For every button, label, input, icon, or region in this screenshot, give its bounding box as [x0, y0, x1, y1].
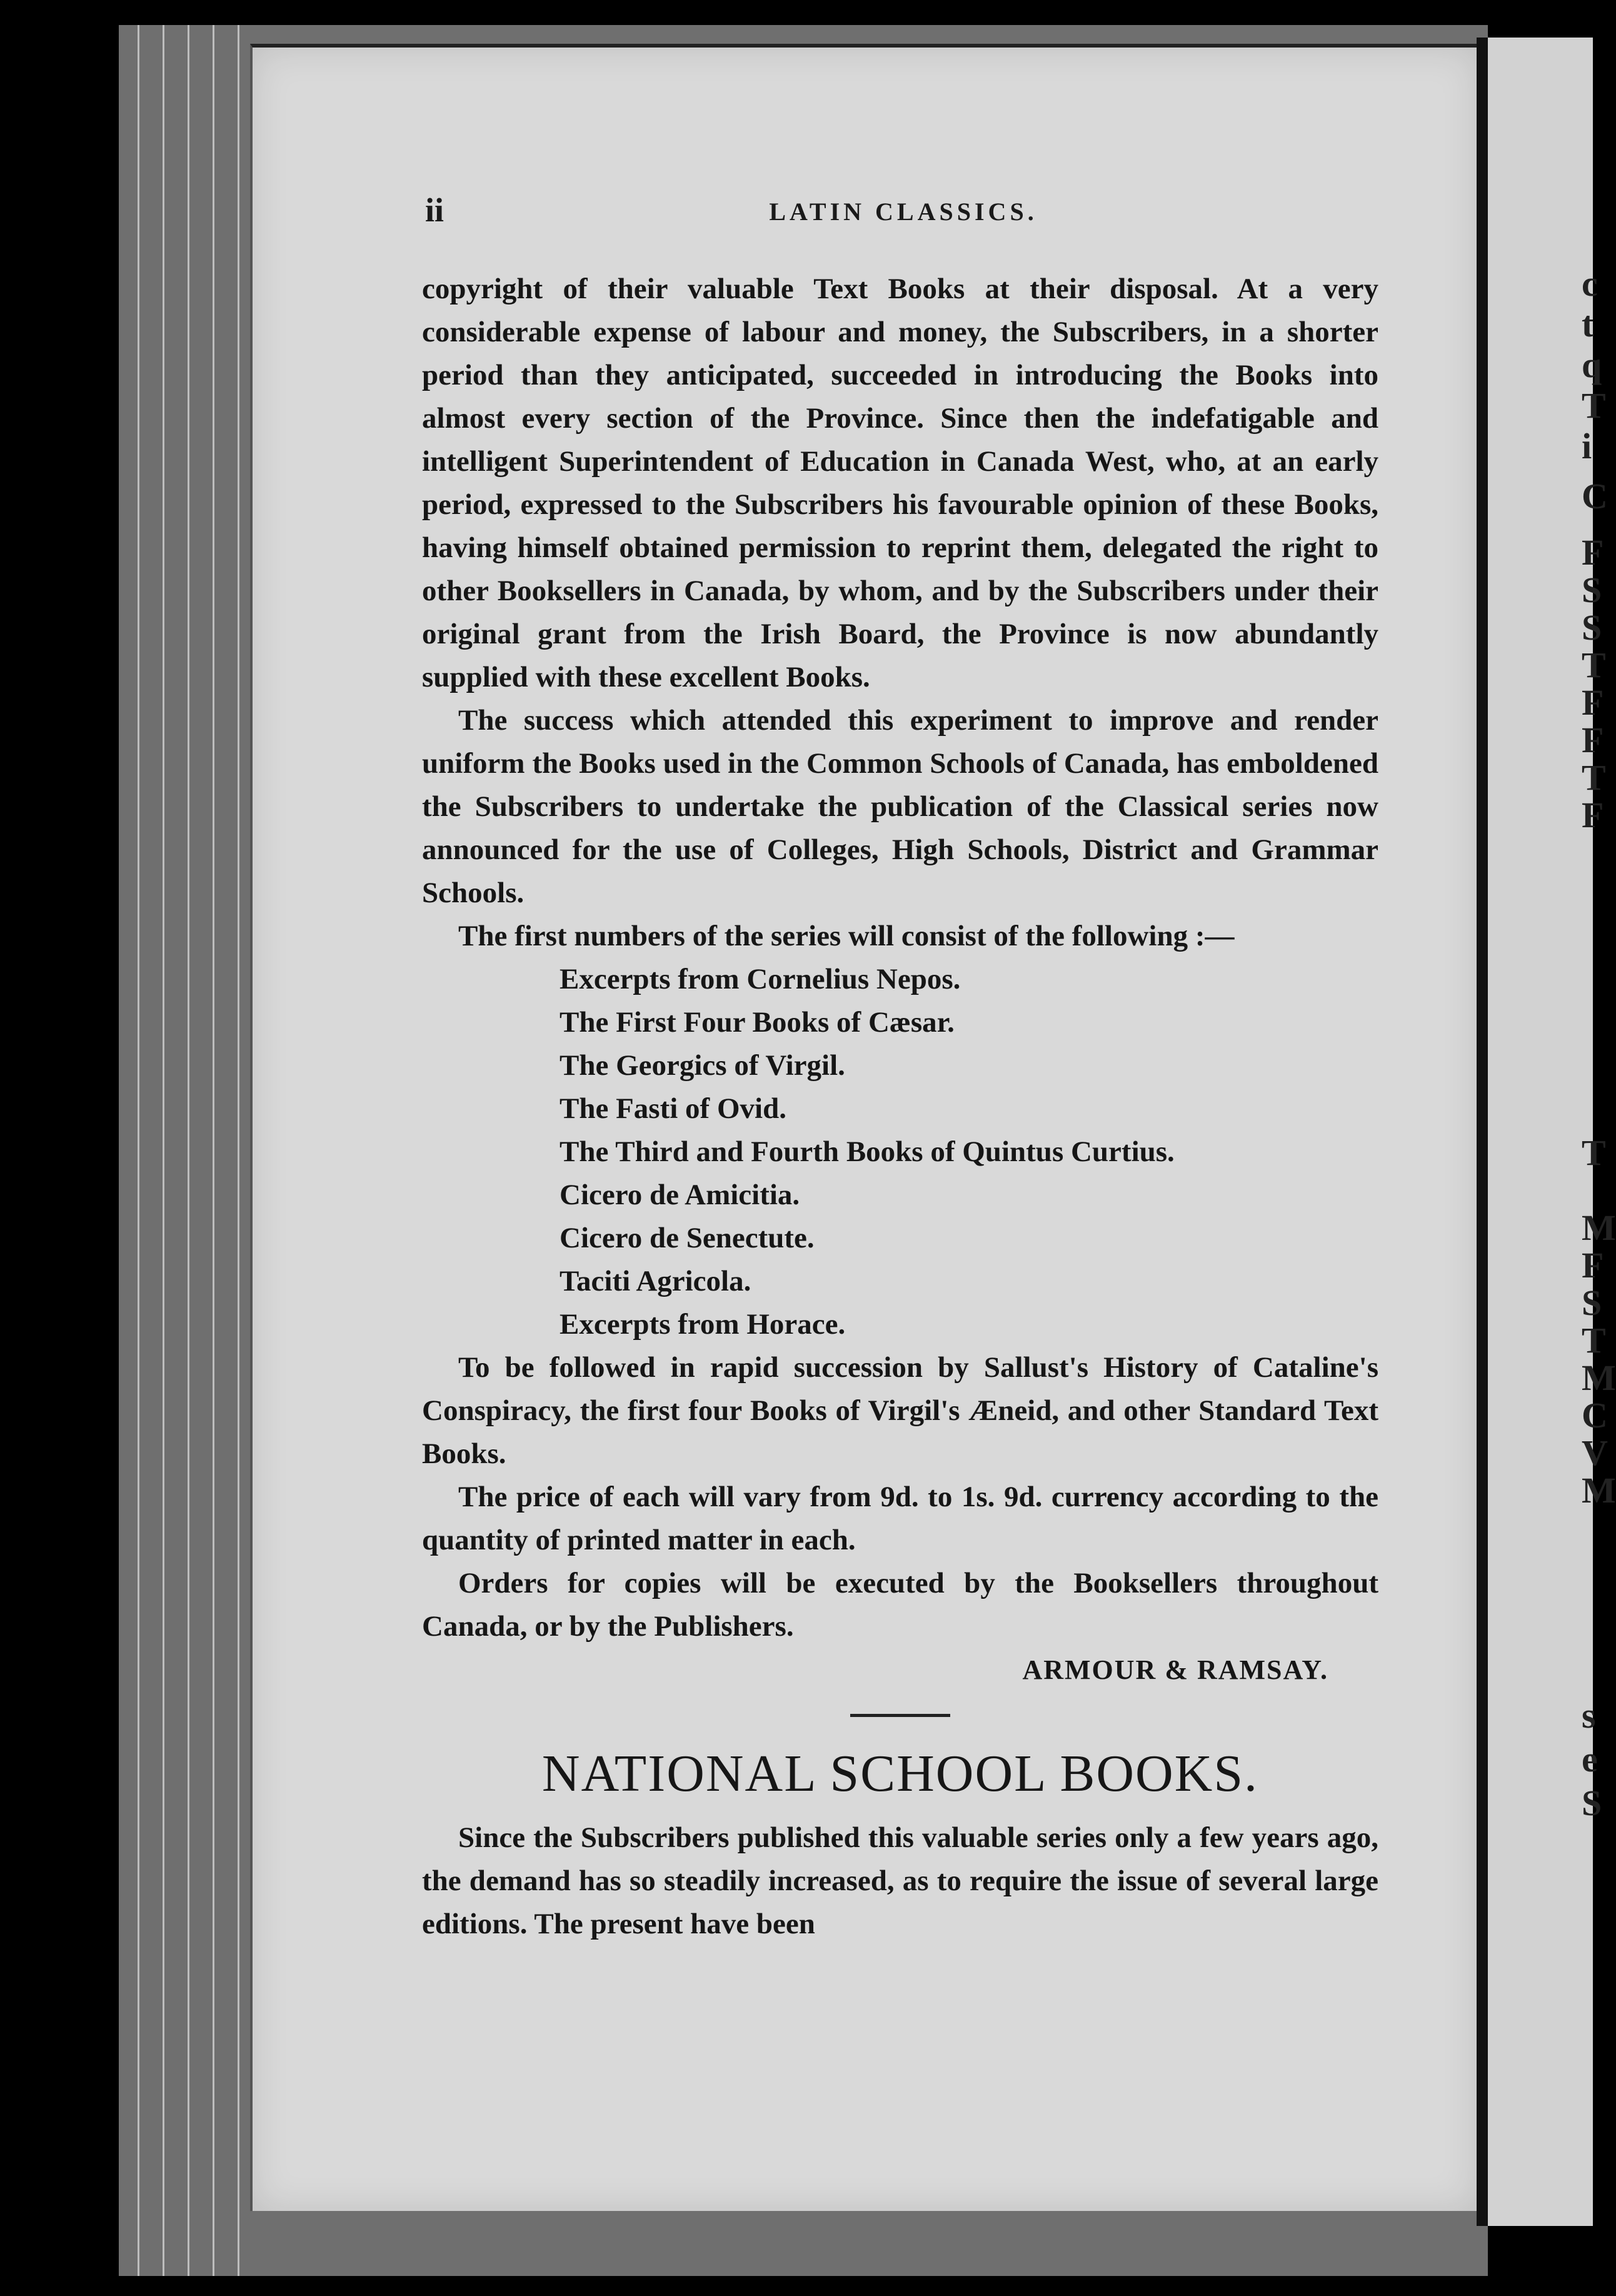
page-edge — [188, 25, 189, 2276]
page-number: ii — [425, 191, 444, 229]
adjacent-letter: q — [1582, 345, 1602, 385]
list-item: The Third and Fourth Books of Quintus Curtius. — [560, 1135, 1175, 1168]
running-head — [425, 191, 1382, 234]
section-divider — [850, 1714, 950, 1717]
list-item: Cicero de Amicitia. — [560, 1179, 800, 1211]
list-item: The Fasti of Ovid. — [560, 1092, 786, 1125]
body-paragraph: The price of each will vary from 9d. to 1s. 9d. currency according to the quantity of printed matter in each. — [422, 1481, 1378, 1556]
list-item: Excerpts from Horace. — [560, 1308, 846, 1341]
body-paragraph: copyright of their valuable Text Books at their disposal. At a very considerable expense of labour and money, the Subscribers, in a shorter period than they anticipated, succeeded in introducing the Books into almost every section of the Province. Since then the indefatigable and intelligent Superintendent of Education in Canada West, who, at an early period, expressed to the Subscribers his favourable opinion of these Books, having himself obtained permission to reprint them, delegated the right to other Booksellers in Canada, by whom, and by the Subscribers under their original grant from the Irish Board, the Province is now abundantly supplied with these excellent Books. — [422, 273, 1378, 693]
list-item: Cicero de Senectute. — [560, 1222, 815, 1254]
adjacent-letter: F — [1582, 682, 1604, 723]
page-edge — [163, 25, 164, 2276]
adjacent-letter: s — [1582, 1695, 1596, 1736]
adjacent-letter: e — [1582, 1739, 1598, 1780]
adjacent-letter: F — [1582, 1245, 1604, 1286]
body-paragraph: Since the Subscribers published this valuable series only a few years ago, the demand has so steadily increased, as to require the issue of several large editions. The present have been — [422, 1821, 1378, 1940]
page-edge — [138, 25, 139, 2276]
adjacent-letter: S — [1582, 570, 1602, 610]
adjacent-letter: M — [1582, 1207, 1616, 1248]
adjacent-letter: S — [1582, 607, 1602, 648]
section-heading: NATIONAL SCHOOL BOOKS. — [541, 1745, 1259, 1803]
running-title: LATIN CLASSICS. — [769, 198, 1038, 226]
adjacent-letter: C — [1582, 1395, 1608, 1436]
body-paragraph: Orders for copies will be executed by the Booksellers throughout Canada, or by the Publishers. — [422, 1567, 1378, 1643]
series-list — [422, 958, 1378, 1346]
adjacent-letter: T — [1582, 645, 1606, 685]
adjacent-letter: T — [1582, 385, 1606, 426]
adjacent-letter: i — [1582, 426, 1592, 466]
page-text — [422, 268, 1378, 1946]
adjacent-page-fragment — [1488, 38, 1616, 2226]
adjacent-letter: F — [1582, 795, 1604, 835]
adjacent-letter: M — [1582, 1357, 1616, 1398]
adjacent-letter: T — [1582, 1132, 1606, 1173]
adjacent-letter: t — [1582, 304, 1594, 345]
page-edge — [213, 25, 214, 2276]
list-item: Excerpts from Cornelius Nepos. — [560, 963, 961, 995]
adjacent-letter: M — [1582, 1470, 1616, 1511]
adjacent-letter: S — [1582, 1282, 1602, 1323]
list-item: Taciti Agricola. — [560, 1265, 751, 1297]
adjacent-letter: F — [1582, 532, 1604, 573]
list-item: The Georgics of Virgil. — [560, 1049, 845, 1082]
adjacent-letter: F — [1582, 720, 1604, 760]
list-item: The First Four Books of Cæsar. — [560, 1006, 955, 1039]
adjacent-letter: S — [1582, 1783, 1602, 1823]
body-paragraph: The success which attended this experiment to improve and render uniform the Books used in the Common Schools of Canada, has emboldened the Subscribers to undertake the publication of the Classical series now announced for the use of Colleges, High Schools, District and Grammar Schools. — [422, 704, 1378, 909]
body-paragraph: The first numbers of the series will consist of the following :— — [458, 920, 1235, 952]
adjacent-letter: T — [1582, 1320, 1606, 1361]
adjacent-letter: C — [1582, 476, 1608, 516]
gutter-shadow — [1477, 38, 1488, 2226]
page-edge — [238, 25, 239, 2276]
adjacent-letter: c — [1582, 263, 1598, 304]
publisher-signature: ARMOUR & RAMSAY. — [1022, 1654, 1328, 1685]
adjacent-letter: T — [1582, 757, 1606, 798]
adjacent-letter: V — [1582, 1432, 1608, 1473]
body-paragraph: To be followed in rapid succession by Sallust's History of Cataline's Conspiracy, the first four Books of Virgil's Æneid, and other Standard Text Books. — [422, 1351, 1378, 1470]
